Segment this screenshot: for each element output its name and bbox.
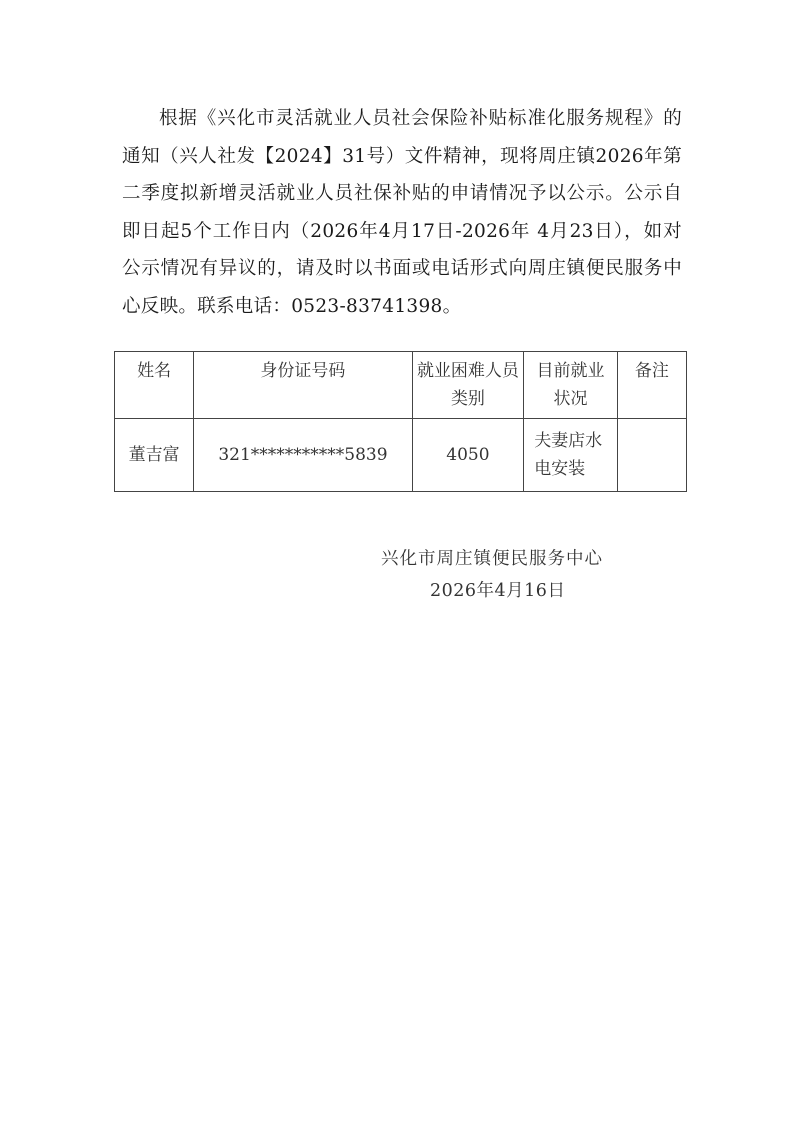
header-status: 目前就业状况 (524, 352, 618, 419)
cell-category: 4050 (412, 419, 524, 492)
cell-status: 夫妻店水电安装 (524, 419, 618, 492)
notice-paragraph: 根据《兴化市灵活就业人员社会保险补贴标准化服务规程》的通知（兴人社发【2024】31号）文件精神，现将周庄镇2026年第二季度拟新增灵活就业人员社保补贴的申请情况予以公示。公示自即日起5个工作日内（2026年4月17日-2026年 4月23日），如对公示情况有异议的，请及时以书面或电话形式向周庄镇便民服务中心反映。联系电话：0523-83741398。 (122, 108, 682, 317)
subsidy-table (114, 351, 687, 492)
header-category: 就业困难人员类别 (412, 352, 524, 419)
header-remarks: 备注 (617, 352, 686, 419)
table-row (115, 419, 687, 492)
table-header-row (115, 352, 687, 419)
cell-remarks (617, 419, 686, 492)
header-name: 姓名 (115, 352, 194, 419)
cell-name: 董吉富 (115, 419, 194, 492)
cell-id-number: 321***********5839 (194, 419, 413, 492)
header-id-number: 身份证号码 (194, 352, 413, 419)
signature-organization: 兴化市周庄镇便民服务中心 (381, 549, 603, 569)
signature-date: 2026年4月16日 (430, 581, 566, 601)
